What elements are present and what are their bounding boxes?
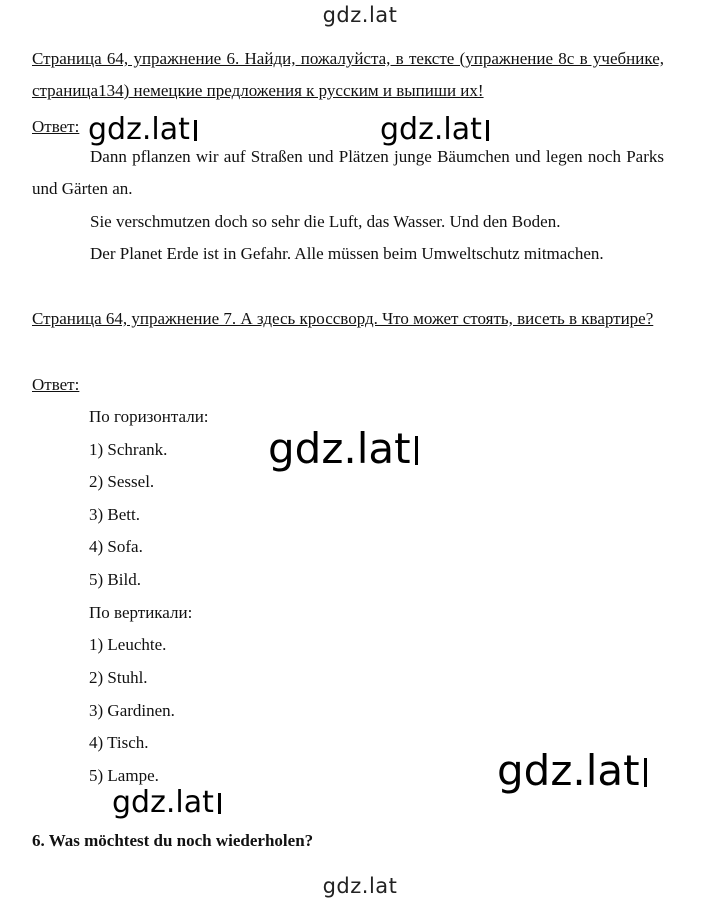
task6-paragraph: Sie verschmutzen doch so sehr die Luft, das Wasser. Und den Boden. [90,212,561,231]
vertical-answer: 5) Lampe. [89,766,159,785]
task7-title: Страница 64, упражнение 7. А здесь кроссворд. Что может стоять, висеть в квартире? [32,309,654,328]
watermark: gdz.lat [493,750,651,792]
watermark-top: gdz.lat [322,3,398,27]
vertical-answer: 2) Stuhl. [89,668,148,687]
task6-paragraph: Dann pflanzen wir auf Straßen und Plätzen junge Bäumchen und legen noch Parks und Gärten an. [32,147,664,198]
watermark: gdz.lat [84,115,201,145]
horizontal-answer: 3) Bett. [89,505,140,524]
watermark-bottom: gdz.lat [322,874,398,898]
vertical-answer: 4) Tisch. [89,733,149,752]
horizontal-answer: 4) Sofa. [89,537,143,556]
task6-title: Страница 64, упражнение 6. Найди, пожалуйста, в тексте (упражнение 8c в учебнике, страница134) немецкие предложения к русским и выпиши их! [32,49,664,100]
horizontal-label: По горизонтали: [89,407,209,426]
vertical-label: По вертикали: [89,603,193,622]
vertical-answer: 1) Leuchte. [89,635,167,654]
task6-paragraph: Der Planet Erde ist in Gefahr. Alle müssen beim Umweltschutz mitmachen. [90,244,604,263]
task6-answer-label: Ответ: [32,117,80,136]
watermark: gdz.lat [264,428,422,470]
horizontal-answer: 2) Sessel. [89,472,155,491]
watermark: gdz.lat [376,115,493,145]
horizontal-answer: 1) Schrank. [89,440,168,459]
vertical-answer: 3) Gardinen. [89,701,175,720]
task7-answer-label: Ответ: [32,375,80,394]
watermark: gdz.lat [108,788,225,818]
section6-heading: 6. Was möchtest du noch wiederholen? [32,831,314,850]
horizontal-answer: 5) Bild. [89,570,141,589]
